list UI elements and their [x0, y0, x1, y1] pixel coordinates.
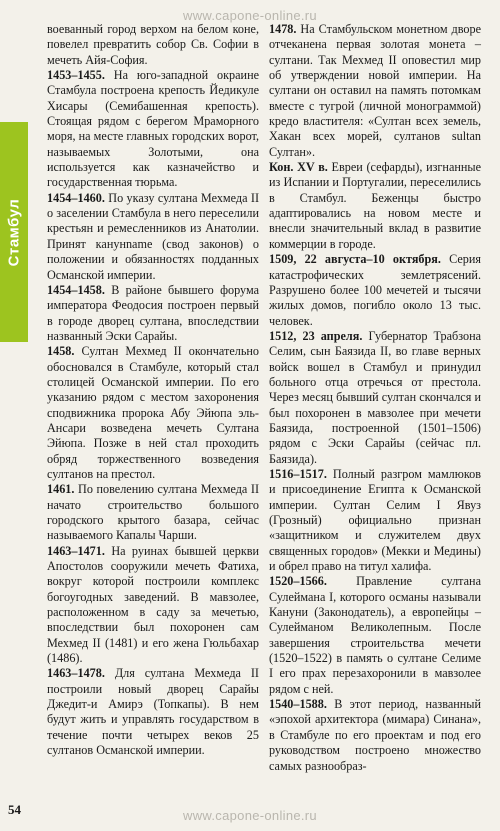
- entry-text: Евреи (сефарды), изгнанные из Испании и Португалии, переселились в Стамбул. Беженцы быстро адаптировались на новом месте и внесли значительный вклад в развитие коммерции в городе.: [269, 160, 482, 251]
- chronicle-entry: [47, 544, 259, 667]
- entry-date: 1516–1517.: [269, 466, 327, 481]
- entry-date: 1512, 23 апреля.: [269, 328, 363, 343]
- entry-text: По указу султана Мехмеда II о заселении Стамбула в него переселили крестьян и ремесленников из Анатолии. Принят канунname (свод законов) о положении и обязанностях подданных Османской империи.: [47, 190, 260, 282]
- entry-text: В районе бывшего форума императора Феодосия построен первый в городе дворец султана, впоследствии названный Эски Сарайы.: [47, 282, 259, 343]
- entry-text: На Стамбульском монетном дворе отчеканена первая золотая монета – султани. Так Мехмед II оповестил мир об утверждении новой империи. На султани он оставил на память потомкам вместе с тугрой (личной монограммой) кредо властителя: «Султан всех земель, Хакан всех морей, султанов sultan Султан».: [269, 22, 482, 159]
- entry-date: 1520–1566.: [269, 574, 327, 589]
- chronicle-entry: [269, 467, 481, 574]
- entry-text: В этот период, названный «эпохой архитектора (мимара) Синана», в Стамбуле по его проектам и под его руководством построено множество самых разнообраз-: [269, 697, 482, 773]
- entry-date: 1478.: [269, 22, 297, 36]
- chronicle-entry: [47, 666, 259, 758]
- entry-text: На юго-западной окраине Стамбула построена крепость Йедикуле Хисары (Семибашенная крепость). Стоящая рядом с берегом Мраморного моря, на месте главных городских ворот, называемых Золотыми, она используется как казначейство и государственная тюрьма.: [47, 68, 260, 190]
- entry-date: 1454–1458.: [47, 282, 105, 297]
- entry-text: Султан Мехмед II окончательно обосновался в Стамбуле, который стал столицей Османской империи. По его указанию рядом с местом захоронения сподвижника пророка Абу Эйюпа эль-Ансари возведена мечеть Султана Эйюпа. Позже в ней стал проходить обряд торжественного возведения султанов на престол.: [47, 344, 259, 481]
- entry-text: Полный разгром мамлюков и присоединение Египта к Османской империи. Султан Селим I Явуз (Грозный) официально признан «защитником и служителем двух священных городов» (Мекки и Медины) и обрел право на титул халифа.: [269, 466, 482, 574]
- entry-text: Губернатор Трабзона Селим, сын Баязида II, во главе верных войск вошел в Стамбул и принудил больного отца отречься от престола. Через месяц бывший султан скончался и был похоронен в мавзолее при мечети Баязида, построенной (1501–1506) рядом с Эски Сарайы (сейчас пл. Баязида).: [269, 328, 482, 466]
- entry-text: Для султана Мехмеда II построили новый дворец Сарайы Джедит-и Амирэ (Топкапы). В нем будут жить и управлять государством в течение почти четырех веков 25 султанов Османской империи.: [47, 666, 259, 758]
- section-tab: [0, 122, 28, 342]
- page-number: 54: [8, 802, 21, 817]
- chronicle-entry: [269, 697, 481, 774]
- left-column: [47, 22, 259, 759]
- entry-date: 1540–1588.: [269, 697, 327, 712]
- entry-date: Кон. XV в.: [269, 160, 328, 175]
- chronicle-entry: [269, 160, 481, 252]
- chronicle-entry: [47, 68, 259, 191]
- watermark-top: www.capone-online.ru: [183, 8, 317, 23]
- chronicle-entry: [47, 344, 259, 482]
- chronicle-entry: [47, 191, 259, 283]
- entry-date: 1463–1478.: [47, 666, 105, 681]
- section-tab-label: Стамбул: [5, 198, 23, 266]
- entry-text: Правление султана Сулеймана I, которого османы называли Кануни (Законодатель), а европейцы – Сулейманом Великолепным. После завершения строительства мечети (1520–1522) в память о султане Селиме I его прах перезахоронили в мавзолее рядом с ней.: [269, 574, 481, 696]
- entry-date: 1509, 22 августа–10 октября.: [269, 252, 441, 267]
- entry-text: Серия катастрофических землетрясений. Разрушено более 100 мечетей и тысячи жилых домов, погибло около 13 тыс. человек.: [269, 252, 481, 328]
- watermark-bottom: www.capone-online.ru: [183, 808, 317, 823]
- entry-date: 1458.: [47, 344, 75, 359]
- entry-text: На руинах бывшей церкви Апостолов сооружили мечеть Фатиха, вокруг которой построили комплекс богоугодных заведений. В мавзолее, расположенном в саду за мечетью, впоследствии был похоронен сам Мехмед II (1481) и его жена Гюльбахар (1486).: [47, 543, 260, 666]
- chronicle-entry: [269, 252, 481, 329]
- entry-text: воеванный город верхом на белом коне, повелел превратить собор Св. Софии в мечеть Айя-София.: [47, 22, 259, 67]
- chronicle-entry: [47, 283, 259, 344]
- right-column: [269, 22, 481, 774]
- entry-date: 1454–1460.: [47, 190, 105, 205]
- entry-date: 1453–1455.: [47, 68, 105, 83]
- entry-date: 1463–1471.: [47, 543, 105, 558]
- chronicle-entry: [47, 22, 259, 68]
- chronicle-entry: [269, 22, 481, 160]
- chronicle-entry: [269, 574, 481, 697]
- entry-text: По повелению султана Мехмеда II начато строительство большого городского крытого базара, сейчас называемого Капалы Чарши.: [47, 482, 260, 543]
- entry-date: 1461.: [47, 482, 75, 497]
- chronicle-entry: [47, 482, 259, 543]
- chronicle-entry: [269, 329, 481, 467]
